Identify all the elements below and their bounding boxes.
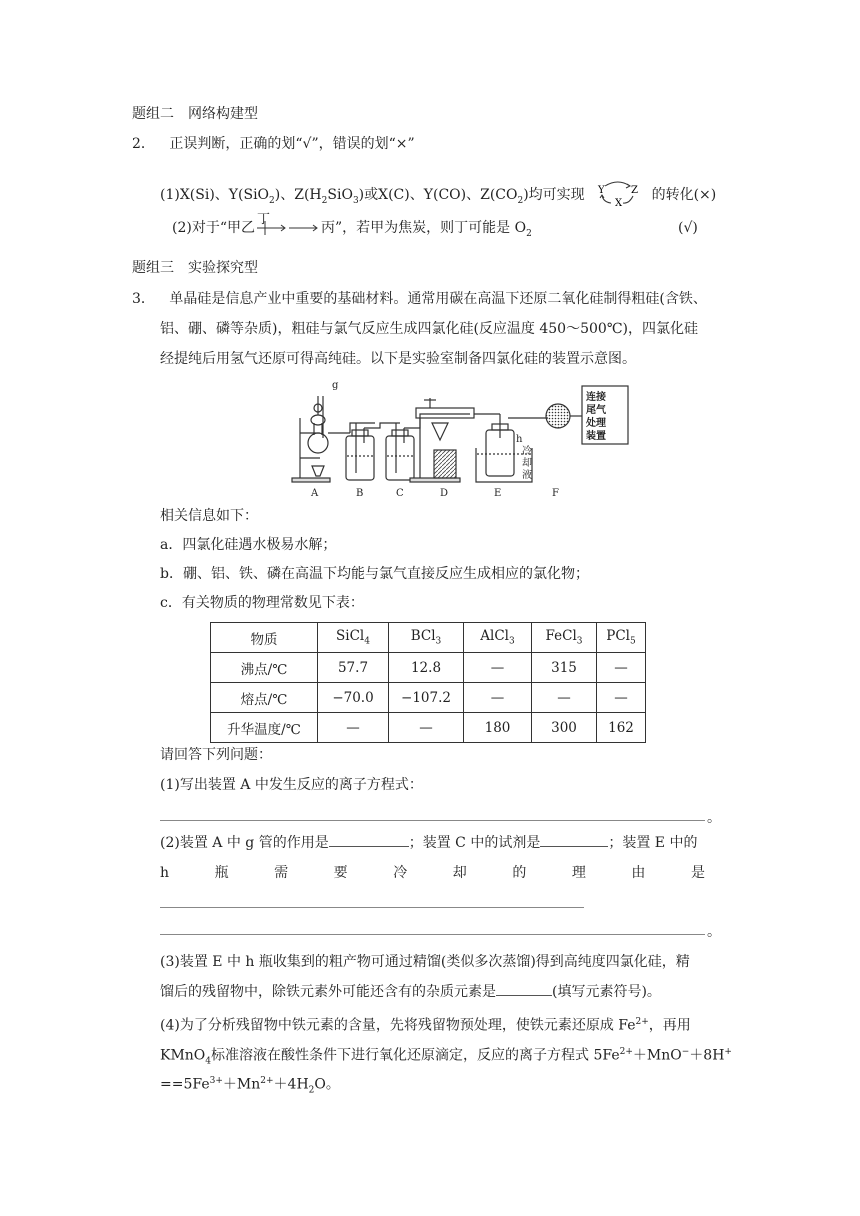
answer-blank-elements[interactable] — [496, 983, 552, 996]
q3-para-2: 铝、硼、磷等杂质)，粗硅与氯气反应生成四氯化硅(反应温度 450～500℃)，四氯化硅 — [160, 321, 698, 337]
table-row: 沸点/℃ 57.7 12.8 — 315 — — [211, 653, 646, 683]
q3-part-4-b: KMnO$_4$标准溶液在酸性条件下进行氧化还原滴定，反应的离子方程式 $5Fe^{2+}+MnO^-+8H^+$ — [160, 1047, 732, 1067]
answer-line-1[interactable] — [160, 820, 705, 821]
period: 。 — [707, 810, 721, 826]
ding-label: 丁 — [257, 212, 271, 227]
reaction-chain-arrows — [255, 212, 321, 238]
answer-blank-c-reagent[interactable] — [540, 834, 608, 847]
table-header: 物质 — [211, 623, 318, 653]
section-heading-2: 题组二 网络构建型 — [132, 106, 258, 122]
answer-line-2[interactable] — [160, 907, 584, 908]
q3-para-3: 经提纯后用氢气还原可得高纯硅。以下是实验室制备四氯化硅的装置示意图。 — [160, 351, 636, 367]
xyz-cycle-diagram — [593, 180, 643, 210]
cycle-label-x: X — [615, 198, 623, 209]
question-text: 正误判断，正确的划“√”，错误的划“×” — [169, 136, 415, 152]
apparatus-diagram — [290, 378, 630, 500]
q3-part-4-a: (4)为了分析残留物中铁元素的含量，先将残留物预处理，使铁元素还原成 $Fe^{2+}$，再用 — [160, 1017, 691, 1034]
cycle-label-z: Z — [631, 185, 639, 196]
info-a: a．四氯化硅遇水极易水解； — [160, 537, 337, 553]
q2-item-2-mark: (√) — [678, 220, 698, 236]
q2-item-1: (1)X(Si)、Y(SiO$_2$)、$Z(H_2SiO_3)$或X(C)、Y(CO)、$Z(CO_2)$均可实现 Y Z X 的转化(×) — [160, 180, 716, 211]
q3-part-4-c: $==5Fe^{3+}+Mn^{2+}+4H_2O$。 — [160, 1076, 340, 1096]
q3-part-2-spread: h 瓶 需 要 冷 却 的 理 由 是 — [160, 865, 705, 881]
table-header: SiCl$_4$ — [318, 623, 389, 653]
info-title: 相关信息如下： — [160, 508, 258, 524]
section-heading-3: 题组三 实验探究型 — [132, 260, 258, 276]
physical-constants-table — [210, 622, 646, 743]
label-A: A — [311, 488, 319, 499]
period: 。 — [707, 924, 721, 940]
table-header-row — [211, 623, 646, 653]
coolant-3: 液 — [522, 470, 532, 481]
label-F: F — [552, 488, 559, 499]
info-b: b．硼、铝、铁、磷在高温下均能与氯气直接反应生成相应的氯化物； — [160, 566, 589, 582]
q3-part-3-a: (3)装置 E 中 h 瓶收集到的粗产物可通过精馏(类似多次蒸馏)得到高纯度四氯化硅，精 — [160, 954, 690, 970]
coolant-1: 冷 — [522, 446, 532, 457]
label-D: D — [440, 488, 449, 499]
q2-item-2: (2)对于“甲乙 丁 丙”，若甲为焦炭，则丁可能是 $O_2$ — [172, 212, 532, 239]
tail-box-2: 尾气 — [586, 405, 606, 416]
q3-part-1: (1)写出装置 A 中发生反应的离子方程式： — [160, 777, 423, 793]
table-header: PCl$_5$ — [597, 623, 646, 653]
q3-para-1: 3． 单晶硅是信息产业中重要的基础材料。通常用碳在高温下还原二氧化硅制得粗硅(含铁、 — [132, 291, 707, 307]
table-header: FeCl$_3$ — [532, 623, 597, 653]
tail-box-1: 连接 — [586, 392, 606, 403]
info-c: c．有关物质的物理常数见下表： — [160, 595, 364, 611]
answer-line-3[interactable] — [160, 934, 705, 935]
table-header: AlCl$_3$ — [464, 623, 532, 653]
question-number: 2． — [132, 136, 155, 152]
label-h: h — [516, 434, 523, 445]
label-C: C — [396, 488, 404, 499]
table-row: 升华温度/℃ — — 180 300 162 — [211, 713, 646, 743]
tail-box-3: 处理 — [586, 418, 606, 429]
label-E: E — [494, 488, 502, 499]
label-g: g — [332, 380, 339, 391]
answer-blank-g-tube[interactable] — [329, 834, 409, 847]
cycle-label-y: Y — [598, 185, 605, 196]
question-2-stem — [132, 134, 415, 154]
table-header: BCl$_3$ — [389, 623, 464, 653]
label-B: B — [356, 488, 364, 499]
q3-part-3-b: 馏后的残留物中，除铁元素外可能还含有的杂质元素是 (填写元素符号)。 — [160, 984, 661, 1000]
coolant-2: 却 — [522, 458, 532, 469]
ask-line: 请回答下列问题： — [160, 747, 272, 763]
table-row: 熔点/℃ −70.0 −107.2 — — — — [211, 683, 646, 713]
tail-box-4: 装置 — [586, 431, 606, 442]
q3-part-2: (2)装置 A 中 g 管的作用是 ；装置 C 中的试剂是 ；装置 E 中的 — [160, 835, 698, 851]
question-number: 3． — [132, 291, 155, 307]
